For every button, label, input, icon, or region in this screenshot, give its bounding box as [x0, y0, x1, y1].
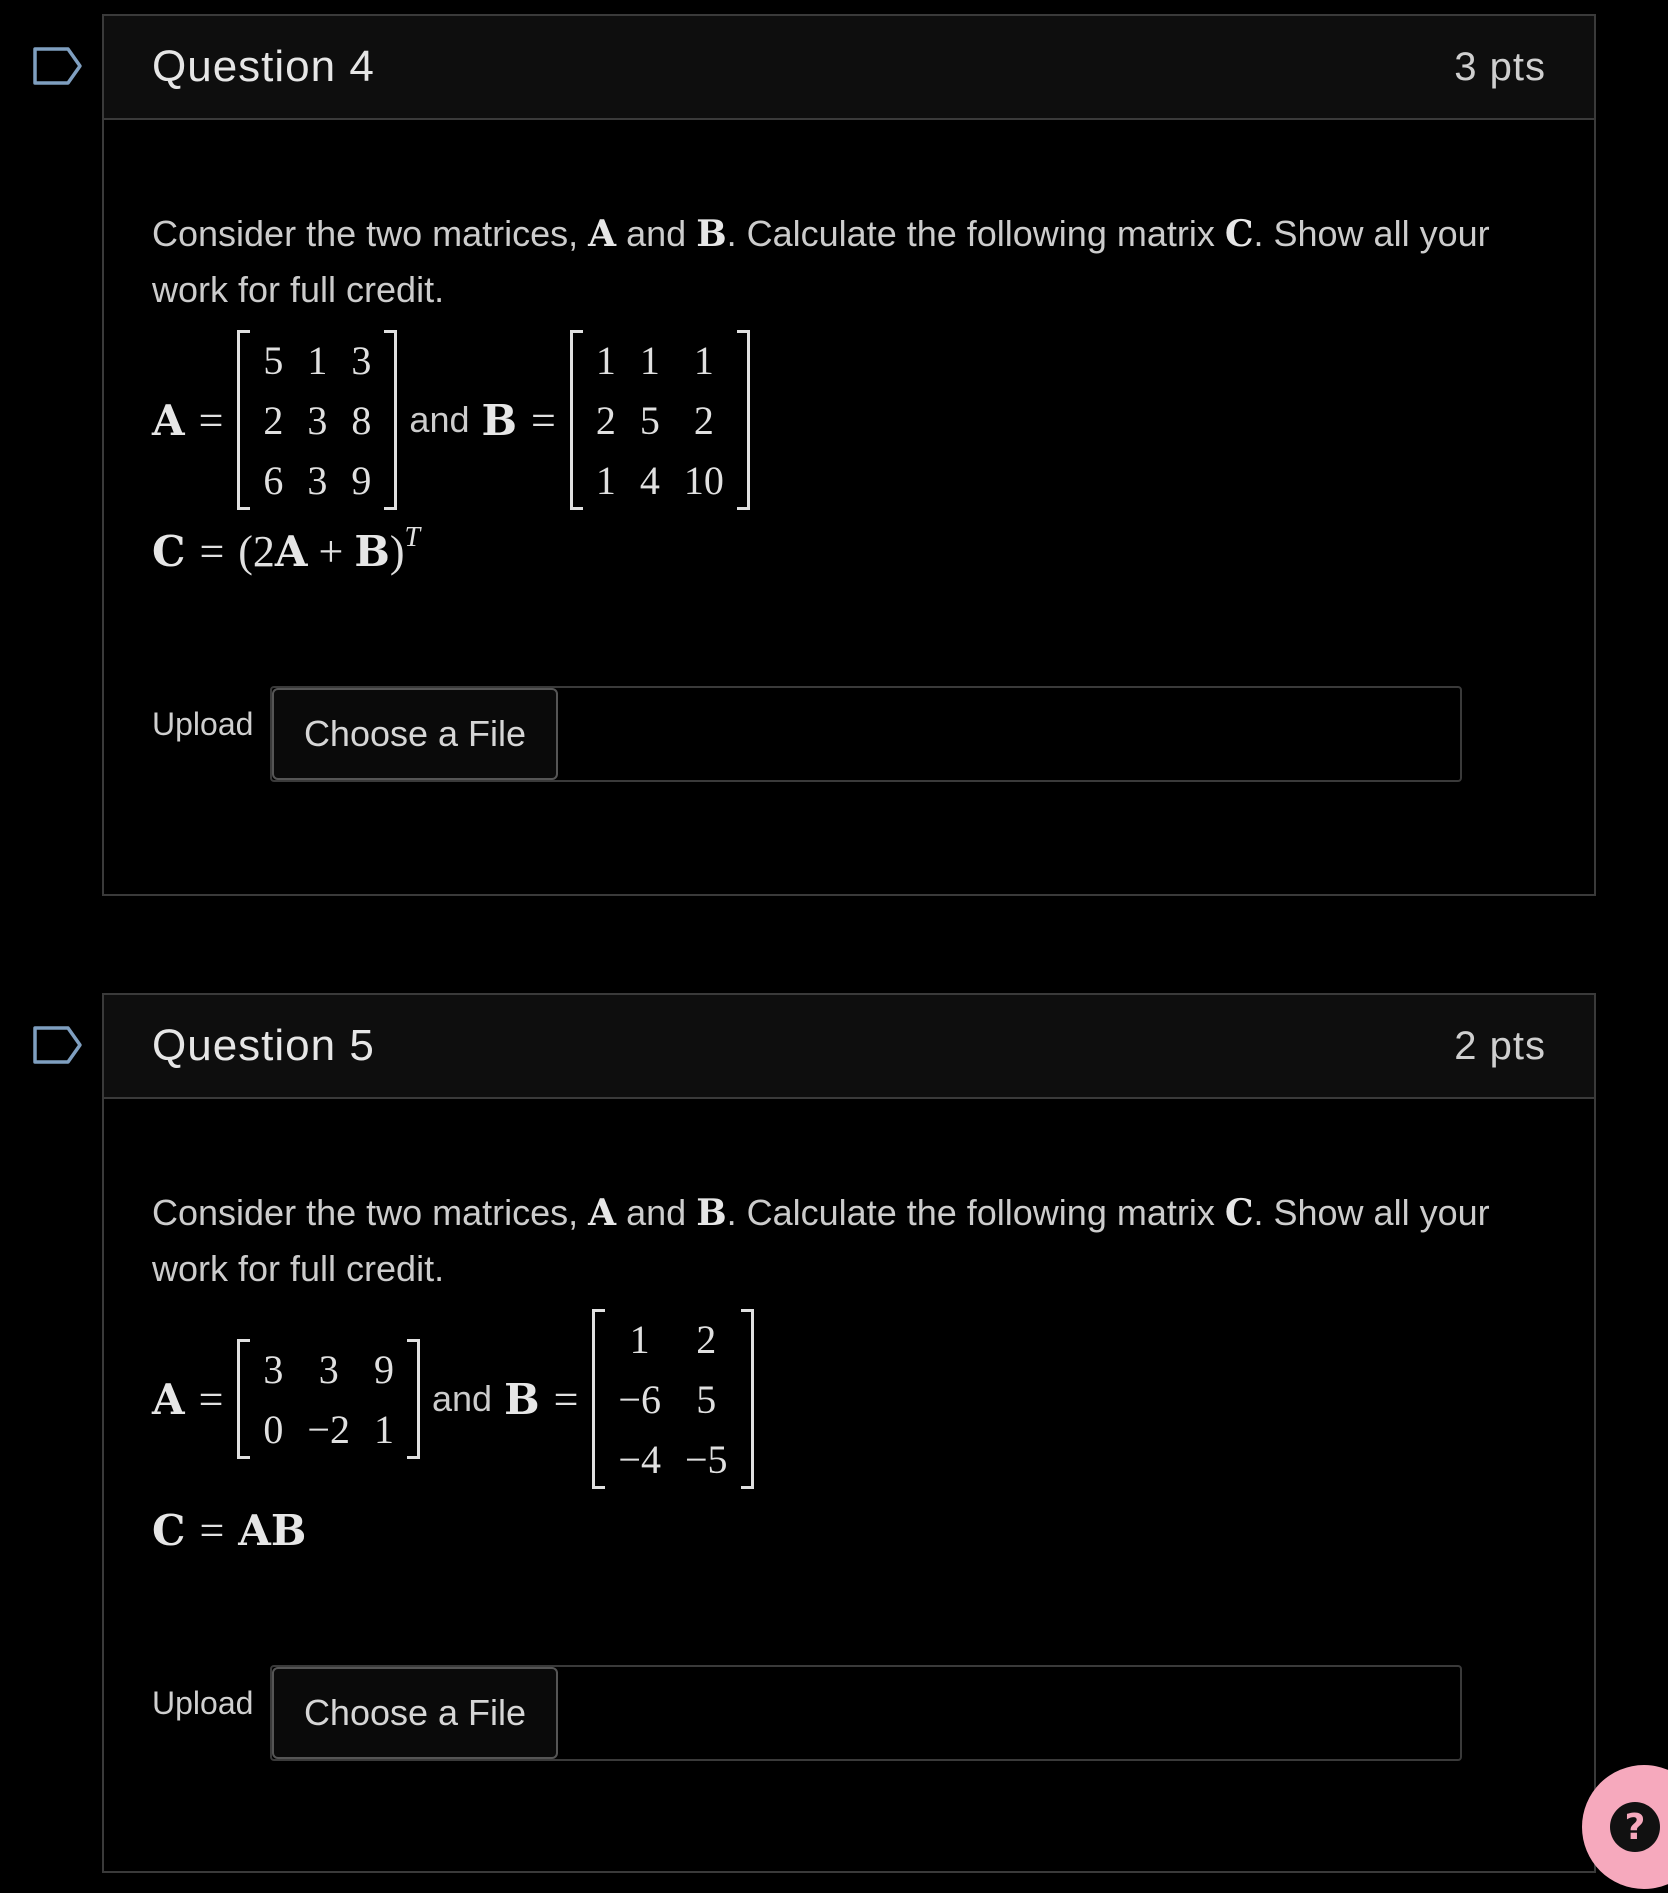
file-upload-field[interactable]	[270, 686, 1462, 782]
matrix-a-label: A	[152, 1374, 185, 1424]
matrix-cell: 0	[263, 1406, 284, 1452]
formula-a: A	[274, 527, 308, 576]
matrix-cell: 3	[351, 337, 372, 383]
formula-lhs: C	[152, 527, 186, 576]
matrix-b-label: B	[504, 1374, 540, 1424]
formula-b: B	[354, 527, 390, 576]
formula-open: (2	[238, 527, 275, 576]
symbol-c: C	[1224, 1192, 1254, 1234]
matrix-cell: −2	[307, 1406, 350, 1452]
matrix-b-label: B	[481, 395, 517, 445]
equals-sign: =	[199, 1506, 225, 1555]
prompt-text: and	[616, 1192, 697, 1233]
formula	[152, 521, 421, 577]
symbol-a: A	[588, 1192, 617, 1234]
file-upload-field[interactable]	[270, 1665, 1462, 1761]
question-4-header	[104, 16, 1594, 120]
matrix-cell: 1	[373, 1406, 394, 1452]
matrix-cell: 3	[263, 1346, 284, 1392]
formula	[152, 1505, 306, 1556]
formula-plus: +	[307, 527, 355, 576]
matrix-cell: 8	[351, 397, 372, 443]
matrix-row	[584, 330, 736, 390]
equals-sign: =	[553, 1374, 579, 1424]
matrix-row	[584, 390, 736, 450]
matrix-cell: −5	[684, 1436, 728, 1482]
upload-row	[152, 686, 1546, 782]
question-5-header	[104, 995, 1594, 1099]
matrix-a-label: A	[152, 395, 185, 445]
matrix-b	[570, 330, 750, 510]
matrix-cell: 1	[639, 337, 660, 383]
matrix-b	[592, 1309, 753, 1489]
matrix-row	[251, 450, 383, 510]
prompt-text: Consider the two matrices,	[152, 1192, 589, 1233]
matrix-cell: 3	[318, 1346, 339, 1392]
matrix-cell: 3	[307, 457, 328, 503]
symbol-a: A	[588, 213, 617, 255]
upload-label: Upload	[152, 706, 254, 742]
matrix-row	[606, 1309, 739, 1369]
choose-file-button[interactable]: Choose a File	[272, 688, 558, 780]
question-5-card	[102, 993, 1596, 1873]
matrix-definition	[152, 330, 750, 510]
matrix-cell: 2	[263, 397, 284, 443]
question-points: 2 pts	[1454, 1023, 1546, 1068]
matrix-row	[251, 1339, 406, 1399]
formula-transpose: T	[404, 521, 421, 553]
symbol-b: B	[696, 213, 727, 255]
choose-file-button[interactable]: Choose a File	[272, 1667, 558, 1759]
upload-row	[152, 1665, 1546, 1761]
matrix-definition	[152, 1309, 754, 1489]
matrix-cell: 5	[696, 1376, 717, 1422]
matrix-a	[237, 1339, 420, 1459]
question-title: Question 5	[152, 1021, 375, 1070]
symbol-c: C	[1224, 213, 1254, 255]
matrix-cell: 4	[639, 457, 660, 503]
matrix-cell: 9	[373, 1346, 394, 1392]
matrix-row	[251, 390, 383, 450]
matrix-cell: 10	[683, 457, 724, 503]
formula-close: )	[389, 527, 405, 576]
matrix-cell: 1	[595, 457, 616, 503]
question-4-card	[102, 14, 1596, 896]
matrix-cell: 9	[351, 457, 372, 503]
matrix-row	[606, 1429, 739, 1489]
matrix-cell: 1	[595, 337, 616, 383]
matrix-cell: 1	[307, 337, 328, 383]
equals-sign: =	[198, 395, 224, 445]
equals-sign: =	[198, 1374, 224, 1424]
flag-question-4-icon[interactable]	[32, 46, 84, 86]
prompt-text: . Show all your work for full credit.	[152, 213, 1490, 310]
equals-sign: =	[531, 395, 556, 445]
matrix-cell: 1	[629, 1316, 650, 1362]
and-text: and	[431, 1378, 493, 1419]
matrix-cell: 1	[693, 337, 714, 383]
matrix-cell: 2	[696, 1316, 717, 1362]
matrix-cell: 5	[263, 337, 284, 383]
question-prompt	[152, 206, 1524, 318]
matrix-row	[251, 1399, 406, 1459]
and-text: and	[409, 399, 470, 440]
prompt-text: . Show all your work for full credit.	[152, 1192, 1490, 1289]
matrix-cell: 3	[307, 397, 328, 443]
prompt-text: Consider the two matrices,	[152, 213, 589, 254]
upload-label: Upload	[152, 1685, 254, 1721]
question-title: Question 4	[152, 42, 375, 91]
matrix-a	[237, 330, 397, 510]
prompt-text: . Calculate the following matrix	[726, 1192, 1225, 1233]
prompt-text: and	[616, 213, 697, 254]
matrix-cell: 2	[693, 397, 714, 443]
matrix-cell: −4	[618, 1436, 661, 1482]
formula-lhs: C	[152, 1506, 186, 1555]
formula-rhs: AB	[238, 1506, 307, 1555]
matrix-row	[251, 330, 383, 390]
symbol-b: B	[696, 1192, 727, 1234]
matrix-row	[584, 450, 736, 510]
question-mark-icon: ?	[1610, 1802, 1660, 1852]
prompt-text: . Calculate the following matrix	[726, 213, 1225, 254]
matrix-cell: −6	[618, 1376, 661, 1422]
question-prompt	[152, 1185, 1524, 1297]
flag-question-5-icon[interactable]	[32, 1025, 84, 1065]
matrix-row	[606, 1369, 739, 1429]
question-points: 3 pts	[1454, 44, 1546, 89]
matrix-cell: 6	[263, 457, 284, 503]
matrix-cell: 5	[639, 397, 660, 443]
matrix-cell: 2	[595, 397, 616, 443]
equals-sign: =	[199, 527, 225, 576]
